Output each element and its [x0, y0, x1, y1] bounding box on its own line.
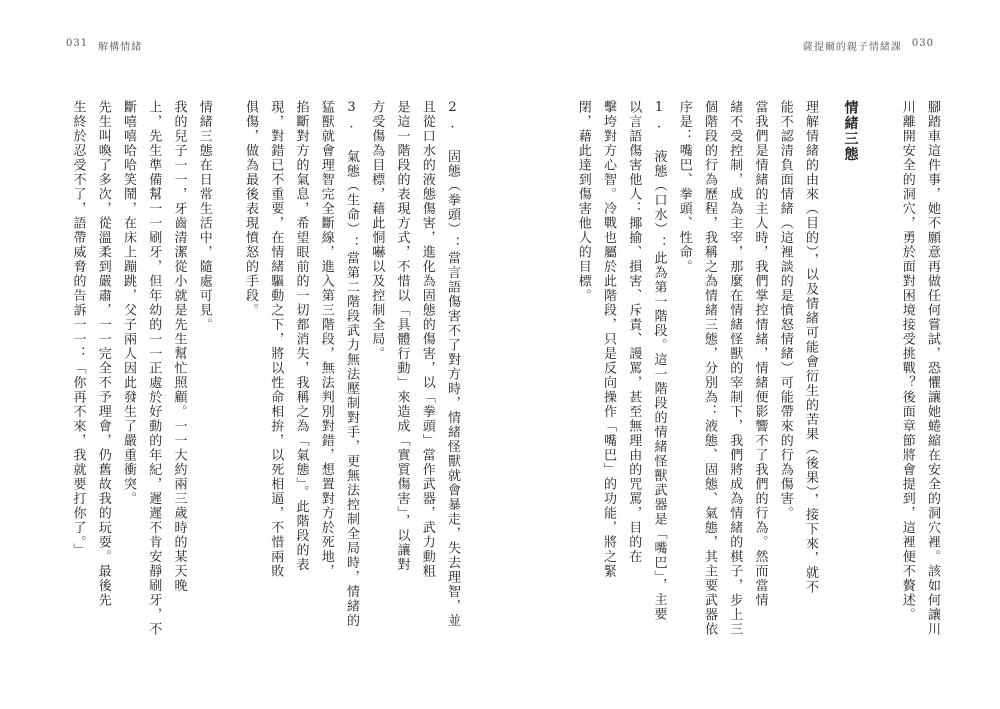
list-item-text: 閉，藉此達到傷害他人的目標。 [575, 100, 591, 303]
right-running-title: 薩提爾的親子情緒課 [802, 42, 902, 53]
text-column: 川離開安全的洞穴，勇於面對困境接受挑戰？後面章節將會提到，這裡便不贅述。 [899, 100, 915, 622]
right-page-body [510, 100, 940, 637]
text-column: 能不認清負面情緒（這裡談的是憤怒情緒）可能帶來的行為傷害。 [777, 100, 793, 521]
list-item-text: 是這一階段的表現方式，不惜以「具體行動」來造成「實質傷害」，以讓對 [394, 100, 410, 572]
list-item-text: 方受傷為目標，藉此恫嚇以及控制全局。 [369, 100, 385, 361]
section-heading: 情緒三態 [842, 100, 859, 162]
right-page-number: 030 [911, 38, 934, 49]
list-item-text: 現，對錯已不重要，在情緒驅動之下，將以性命相拚，以死相逼，不惜兩敗 [268, 100, 284, 579]
list-item-text: 猛獸就會理智完全斷線，進入第三階段，無法判別對錯，想置對方於死地， [318, 100, 334, 579]
text-column: 理解情緒的由來（目的），以及情緒可能會衍生的苦果（後果），接下來，就不 [803, 100, 818, 595]
text-column: 當我們是情緒的主人時，我們掌控情緒，情緒便影響不了我們的行為。然而當情 [752, 100, 768, 608]
list-item-text: 3. 氣態（生命）：當第二階段武力無法壓制對手，更無法控制全局時，情緒的 [344, 100, 359, 628]
text-column: 腳踏車這件事，她不願意再做任何嘗試，恐懼讓她蜷縮在安全的洞穴裡。該如何讓川 [925, 100, 940, 637]
text-column: 緒不受控制，成為主宰，那麼在情緒怪獸的宰制下，我們將成為情緒的棋子，步上三 [727, 100, 743, 637]
list-item-text: 掐斷對方的氣息，希望眼前的一切都消失，我稱之為「氣態」。此階段的表 [293, 100, 309, 572]
text-column: 情緒三態在日常生活中，隨處可見。 [196, 100, 212, 332]
list-item-text: 2. 固態（拳頭）：當言語傷害不了對方時，情緒怪獸就會暴走，失去理智，並 [445, 100, 460, 628]
left-running-title: 解構情緒 [98, 42, 143, 53]
list-item-text: 俱傷，做為最後表現憤怒的手段。 [243, 100, 258, 318]
text-column: 個階段的行為歷程，我稱之為情緒三態，分別為：液態、固態、氣態，其主要武器依 [702, 100, 717, 637]
left-page-number: 031 [66, 38, 89, 49]
text-column: 上，先生準備幫一一刷牙，但年幼的一一正處於好動的年紀，遲遲不肯安靜刷牙，不 [146, 100, 162, 637]
right-running-header [803, 38, 934, 53]
list-item-text: 擊垮對方心智。冷戰也屬於此階段，只是反向操作「嘴巴」的功能，將之緊 [601, 100, 616, 579]
text-column: 先生叫喚了多次，從溫柔到嚴肅，一一完全不予理會，仍舊故我的玩耍。最後先 [95, 100, 111, 608]
text-column: 序是：嘴巴、拳頭、性命。 [676, 100, 692, 274]
column-spacer [878, 100, 890, 610]
left-running-header [66, 38, 142, 53]
text-column: 我的兒子一一，牙齒清潔從小就是先生幫忙照顧。一一大約兩三歲時的某天晚 [171, 100, 187, 593]
list-item-text: 且從口水的液態傷害，進化為固態的傷害，以「拳頭」當作武器，武力動粗 [419, 100, 435, 579]
list-item-text: 以言語傷害他人：揶揄、損害、斥責、謾罵，甚至無理由的咒罵，目的在 [626, 100, 642, 564]
column-spacer [221, 100, 233, 610]
left-page-body [60, 100, 460, 637]
list-item-text: 1. 液態（口水）：此為第一階段。這一階段的情緒怪獸武器是「嘴巴」，主要 [651, 100, 667, 622]
text-column: 生終於忍受不了，語帶威脅的告訴一一：「你再不來，我就要打你了。」 [70, 100, 86, 558]
text-column: 斷嘻嘻哈哈笑鬧，在床上蹦跳，父子兩人因此發生了嚴重衝突。 [121, 100, 136, 506]
